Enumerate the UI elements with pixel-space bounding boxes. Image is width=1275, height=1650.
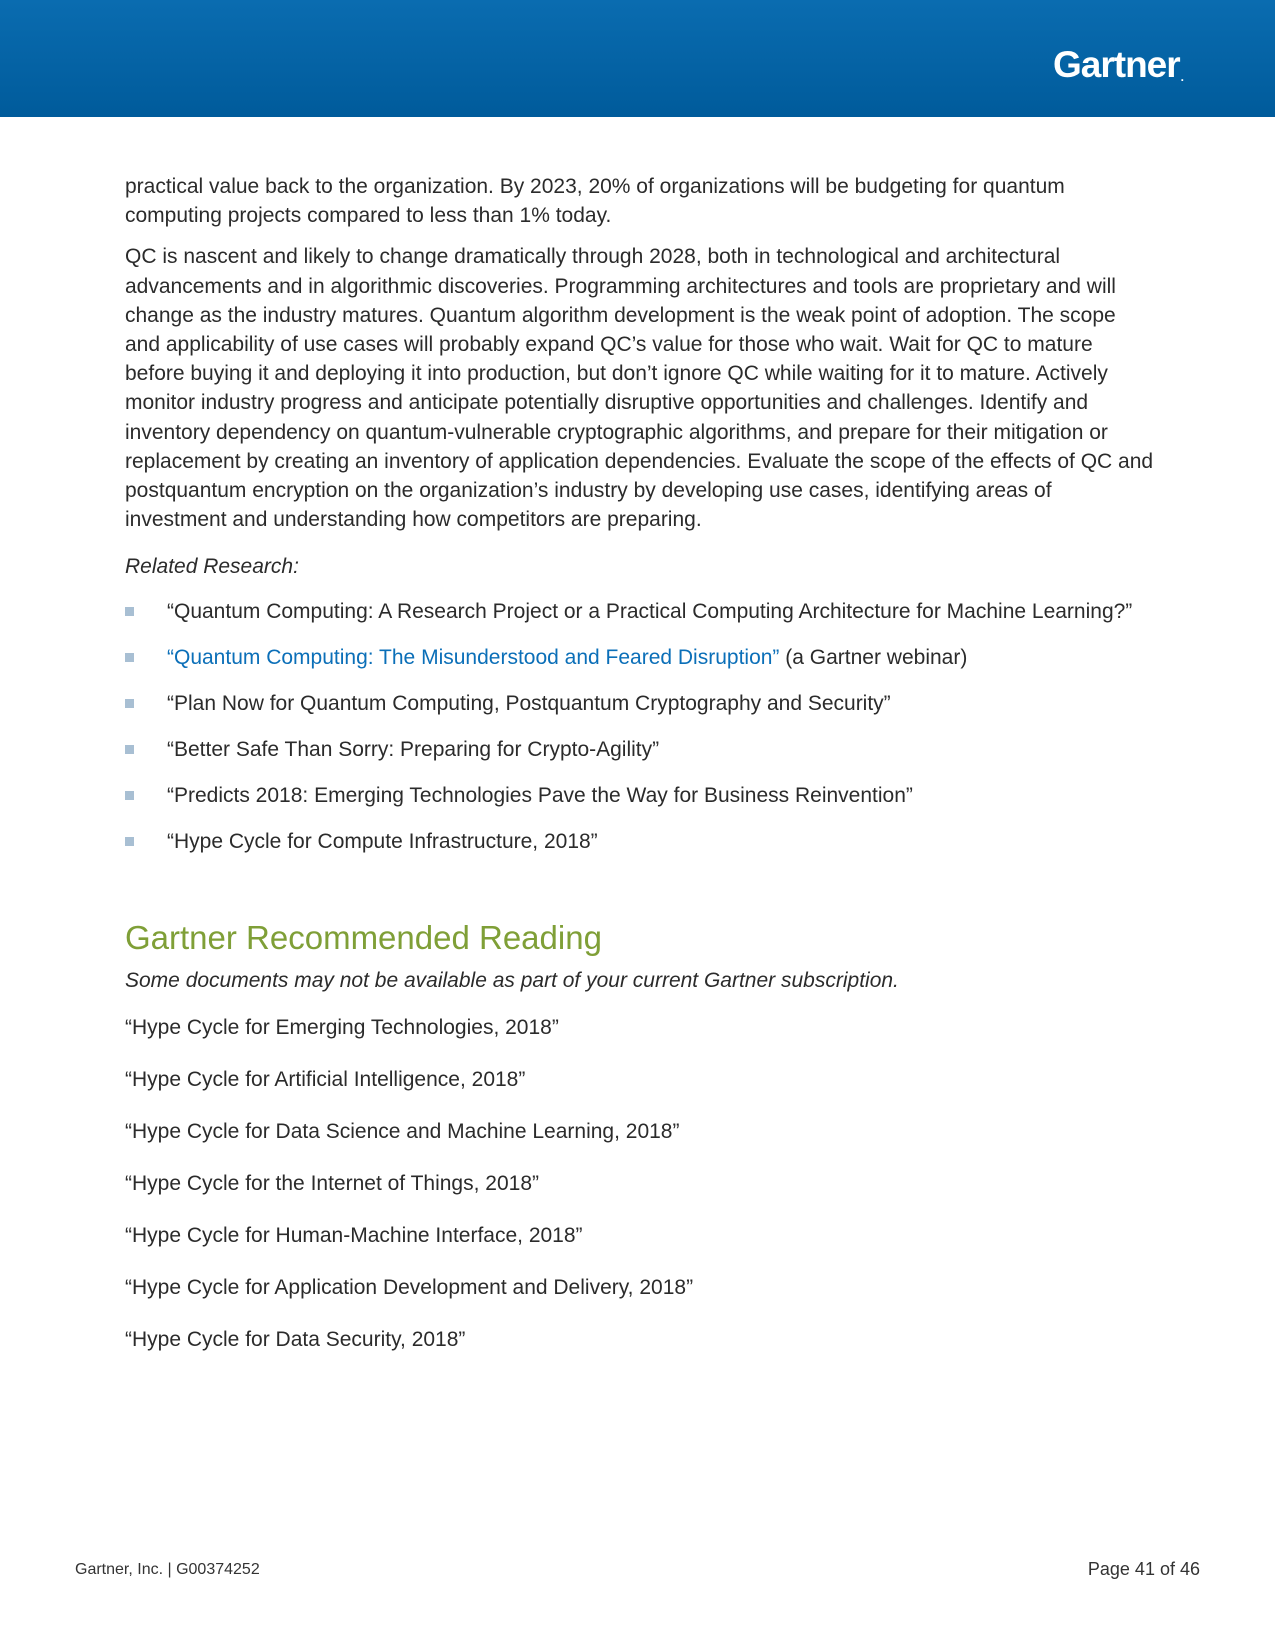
list-item-text: “Better Safe Than Sorry: Preparing for Crypto-Agility” xyxy=(167,738,660,762)
list-item-text: “Quantum Computing: A Research Project or a Practical Computing Architecture for Machine Learning?” xyxy=(167,600,1133,624)
list-item xyxy=(125,597,1155,626)
list-item-text: “Predicts 2018: Emerging Technologies Pave the Way for Business Reinvention” xyxy=(167,784,913,808)
list-item xyxy=(125,689,1155,718)
square-bullet-icon xyxy=(125,699,134,708)
square-bullet-icon xyxy=(125,745,134,754)
subscription-note: Some documents may not be available as part of your current Gartner subscription. xyxy=(125,969,899,993)
logo-text: Gartner xyxy=(1053,44,1180,85)
list-item-text: “Hype Cycle for Compute Infrastructure, 2018” xyxy=(167,830,598,854)
list-item-suffix: (a Gartner webinar) xyxy=(779,646,968,670)
square-bullet-icon xyxy=(125,791,134,800)
list-item xyxy=(125,735,1155,764)
body-paragraph: practical value back to the organization. By 2023, 20% of organizations will be budgeting for quantum computing projects compared to less than 1% today. xyxy=(125,175,1065,228)
square-bullet-icon xyxy=(125,653,134,662)
list-item xyxy=(125,781,1155,810)
gartner-logo xyxy=(1053,46,1183,83)
related-research-label: Related Research: xyxy=(125,555,299,579)
reading-item: “Hype Cycle for Application Development and Delivery, 2018” xyxy=(125,1276,694,1300)
reading-item: “Hype Cycle for Emerging Technologies, 2018” xyxy=(125,1016,559,1040)
recommended-reading-heading: Gartner Recommended Reading xyxy=(125,919,602,957)
webinar-link[interactable]: “Quantum Computing: The Misunderstood and Feared Disruption” xyxy=(167,646,780,670)
related-research-list xyxy=(125,597,1155,856)
reading-item: “Hype Cycle for Human-Machine Interface, 2018” xyxy=(125,1224,583,1248)
list-item-text: “Plan Now for Quantum Computing, Postquantum Cryptography and Security” xyxy=(167,692,891,716)
page-content xyxy=(125,172,1155,1377)
list-item xyxy=(125,643,1155,672)
reading-item: “Hype Cycle for Artificial Intelligence, 2018” xyxy=(125,1068,526,1092)
square-bullet-icon xyxy=(125,837,134,846)
reading-item: “Hype Cycle for Data Security, 2018” xyxy=(125,1328,466,1352)
square-bullet-icon xyxy=(125,607,134,616)
logo-mark: . xyxy=(1180,70,1183,84)
list-item xyxy=(125,827,1155,856)
reading-item: “Hype Cycle for Data Science and Machine Learning, 2018” xyxy=(125,1120,680,1144)
body-paragraph: QC is nascent and likely to change dramatically through 2028, both in technological and architectural advancements and in algorithmic discoveries. Programming architectures and tools are proprietary and will change as the industry matures. Quantum algorithm development is the weak point of adoption. The scope and applicability of use cases will probably expand QC’s value for those who wait. Wait for QC to mature before buying it and deploying it into production, but don’t ignore QC while waiting for it to mature. Actively monitor industry progress and anticipate potentially disruptive opportunities and challenges. Identify and inventory dependency on quantum-vulnerable cryptographic algorithms, and prepare for their mitigation or replacement by creating an inventory of application dependencies. Evaluate the scope of the effects of QC and postquantum encryption on the organization’s industry by developing use cases, identifying areas of investment and understanding how competitors are preparing. xyxy=(125,245,1154,532)
footer-doc-id: Gartner, Inc. | G00374252 xyxy=(75,1561,260,1578)
reading-item: “Hype Cycle for the Internet of Things, 2018” xyxy=(125,1172,539,1196)
header-band xyxy=(0,0,1275,117)
footer-page-number: Page 41 of 46 xyxy=(1087,1559,1200,1579)
